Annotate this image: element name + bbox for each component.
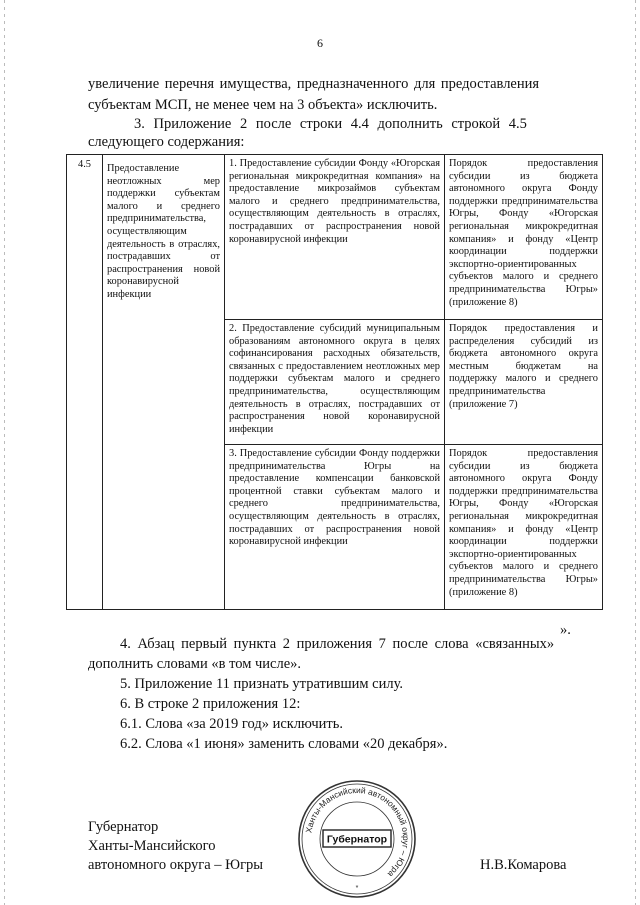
item-6-2: 6.2. Слова «1 июня» заменить словами «20 декабря». (120, 736, 448, 752)
seal-center-text: Губернатор (326, 833, 388, 846)
intro-line-1: увеличение перечня имущества, предназначенного для предоставления (88, 76, 540, 92)
signatory-title-line-2: Ханты-Мансийского (88, 838, 216, 854)
seal-ring-text: Ханты-Мансийский автономный округ – Югра (303, 784, 412, 880)
measure-cell: Предоставление неотложных мер поддержки субъектам малого и среднего предпринимательства, осуществляющим деятельность в отраслях, пострадавших от распространения новой коронавирусной инфекции (103, 155, 225, 610)
svg-text:*: * (355, 885, 359, 892)
intro-line-4: следующего содержания: (88, 134, 245, 150)
page-number: 6 (317, 36, 323, 50)
signatory-title-line-3: автономного округа – Югры (88, 857, 264, 873)
signatory-name: Н.В.Комарова (480, 857, 567, 873)
official-seal (296, 778, 418, 900)
item-4-line-1: 4. Абзац первый пункта 2 приложения 7 после слова «связанных» (120, 636, 555, 652)
action-cell-1: 1. Предоставление субсидии Фонду «Югорская региональная микрокредитная компания» на предоставление микрозаймов субъектам малого и среднего предпринимательства, осуществляющим деятельность в отраслях, пострадавших от распространения новой коронавирусной инфекции (225, 155, 445, 320)
action-cell-3: 3. Предоставление субсидии Фонду поддержки предпринимательства Югры на предоставление компенсации банковской процентной ставки субъектам малого и среднего предпринимательства, осуществляющим деятельность в отраслях, пострадавших от распространения новой коронавирусной инфекции (225, 445, 445, 610)
signatory-title-line-1: Губернатор (88, 819, 159, 835)
appendix-table (66, 154, 603, 610)
signatory-title (88, 818, 263, 875)
procedure-cell-2: Порядок предоставления и распределения субсидий из бюджета автономного округа местным бюджетам на поддержку малого и среднего предпринимательства (приложение 7) (445, 320, 603, 445)
procedure-cell-1: Порядок предоставления субсидии из бюджета автономного округа Фонду поддержки предпринимательства Югры, Фонду «Югорская региональная микрокредитная компания» и фонду «Центр координации поддержки экспортно-ориентированных субъектов малого и среднего предпринимательства Югры» (приложение 8) (445, 155, 603, 320)
table-row (67, 155, 603, 320)
right-edge-mark (635, 0, 636, 905)
procedure-cell-3: Порядок предоставления субсидии из бюджета автономного округа Фонду поддержки предпринимательства Югры, Фонду «Югорская региональная микрокредитная компания» и фонду «Центр координации поддержки экспортно-ориентированных субъектов малого и среднего предпринимательства Югры» (приложение 8) (445, 445, 603, 610)
item-6: 6. В строке 2 приложения 12: (120, 696, 301, 712)
left-edge-mark (4, 0, 5, 905)
item-4-line-2: дополнить словами «в том числе». (88, 656, 302, 672)
item-6-1: 6.1. Слова «за 2019 год» исключить. (120, 716, 343, 732)
row-number-cell: 4.5 (67, 155, 103, 610)
intro-line-2: субъектам МСП, не менее чем на 3 объекта» исключить. (88, 97, 438, 113)
action-cell-2: 2. Предоставление субсидий муниципальным образованиям автономного округа в целях софинансирования расходных обязательств, связанных с предоставлением неотложных мер поддержки субъектам малого и среднего предпринимательства, осуществляющим деятельность в отраслях, пострадавших от распространения новой коронавирусной инфекции (225, 320, 445, 445)
closing-quote: ». (560, 622, 571, 638)
intro-line-3: 3. Приложение 2 после строки 4.4 дополнить строкой 4.5 (134, 116, 527, 132)
item-5: 5. Приложение 11 признать утратившим силу. (120, 676, 404, 692)
